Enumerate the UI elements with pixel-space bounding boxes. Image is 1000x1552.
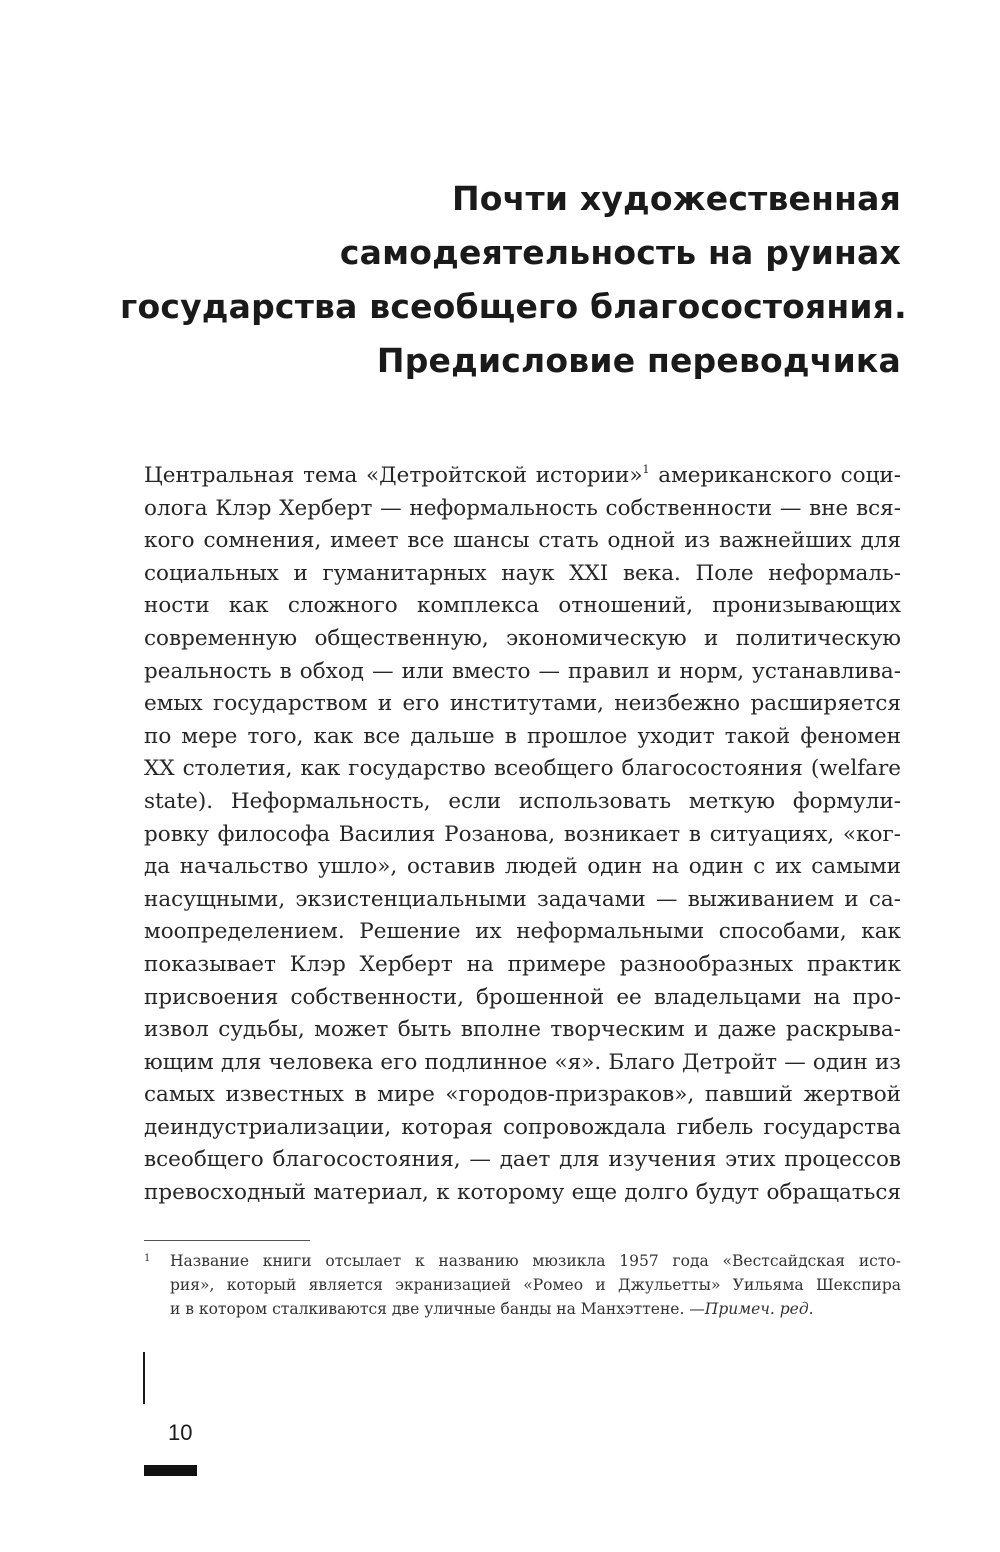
body-line: превосходный материал, к которому еще долго будут обращаться <box>144 1180 901 1206</box>
body-line: показывает Клэр Херберт на примере разнообразных практик <box>144 951 901 977</box>
footnote-number: 1 <box>144 1253 151 1264</box>
body-line: моопределением. Решение их неформальными способами, как <box>144 919 901 945</box>
body-line-start: Центральная тема «Детройтской истории» <box>144 463 643 488</box>
body-line: state). Неформальность, если использовать меткую формули- <box>144 788 901 814</box>
body-text <box>144 460 901 1210</box>
body-line: емых государством и его институтами, неизбежно расширяется <box>144 691 901 717</box>
body-line: кого сомнения, имеет все шансы стать одной из важнейших для <box>144 528 901 554</box>
footnote-line-text: и в котором сталкиваются две уличные банды на Манхэттене. — <box>170 1300 705 1318</box>
chapter-title-line: самодеятельность на руинах <box>339 233 901 272</box>
chapter-title <box>120 172 907 388</box>
body-line: реальность в обход — или вместо — правил и норм, устанавлива- <box>144 658 901 684</box>
footnote-line: рия», который является экранизацией «Ромео и Джульетты» Уильяма Шекспира <box>170 1276 901 1294</box>
body-line: всеобщего благосостояния, — дает для изучения этих процессов <box>144 1147 901 1173</box>
footnote-divider <box>144 1240 310 1241</box>
body-line: ющим для человека его подлинное «я». Благо Детройт — один из <box>144 1049 901 1075</box>
editor-note: Примеч. ред. <box>704 1300 814 1318</box>
body-line: олога Клэр Херберт — неформальность собственности — вне вся- <box>144 495 901 521</box>
body-line: современную общественную, экономическую и политическую <box>144 625 901 651</box>
body-line: насущными, экзистенциальными задачами — выживанием и са- <box>144 886 901 912</box>
body-line: по мере того, как все дальше в прошлое уходит такой феномен <box>144 723 901 749</box>
page-marker-bar <box>144 1465 197 1476</box>
body-line: XX столетия, как государство всеобщего благосостояния (welfare <box>144 756 901 782</box>
page-number: 10 <box>168 1420 193 1445</box>
footnote-line: Название книги отсылает к названию мюзикла 1957 года «Вестсайдская исто- <box>170 1252 901 1270</box>
footnote-reference[interactable]: 1 <box>642 463 650 476</box>
chapter-title-line: Почти художественная <box>451 179 901 218</box>
body-line: ровку философа Василия Розанова, возникает в ситуациях, «ког- <box>144 821 901 847</box>
body-line <box>144 460 901 493</box>
body-line: самых известных в мире «городов-призраков», павший жертвой <box>144 1082 901 1108</box>
footnote <box>144 1249 901 1321</box>
body-line: социальных и гуманитарных наук XXI века. Поле неформаль- <box>144 560 901 586</box>
body-line: ности как сложного комплекса отношений, пронизывающих <box>144 593 901 619</box>
margin-bar <box>143 1352 145 1404</box>
chapter-title-line: Предисловие переводчика <box>376 341 901 380</box>
body-line: присвоения собственности, брошенной ее владельцами на про- <box>144 984 901 1010</box>
body-line-end: американского соци- <box>649 463 901 488</box>
body-line: да начальство ушло», оставив людей один на один с их самыми <box>144 854 901 880</box>
chapter-title-line: государства всеобщего благосостояния. <box>120 287 907 326</box>
body-line: деиндустриализации, которая сопровождала гибель государства <box>144 1114 901 1140</box>
footnote-line <box>170 1297 901 1321</box>
footnote-text <box>170 1249 901 1321</box>
body-line: извол судьбы, может быть вполне творческим и даже раскрыва- <box>144 1017 901 1043</box>
